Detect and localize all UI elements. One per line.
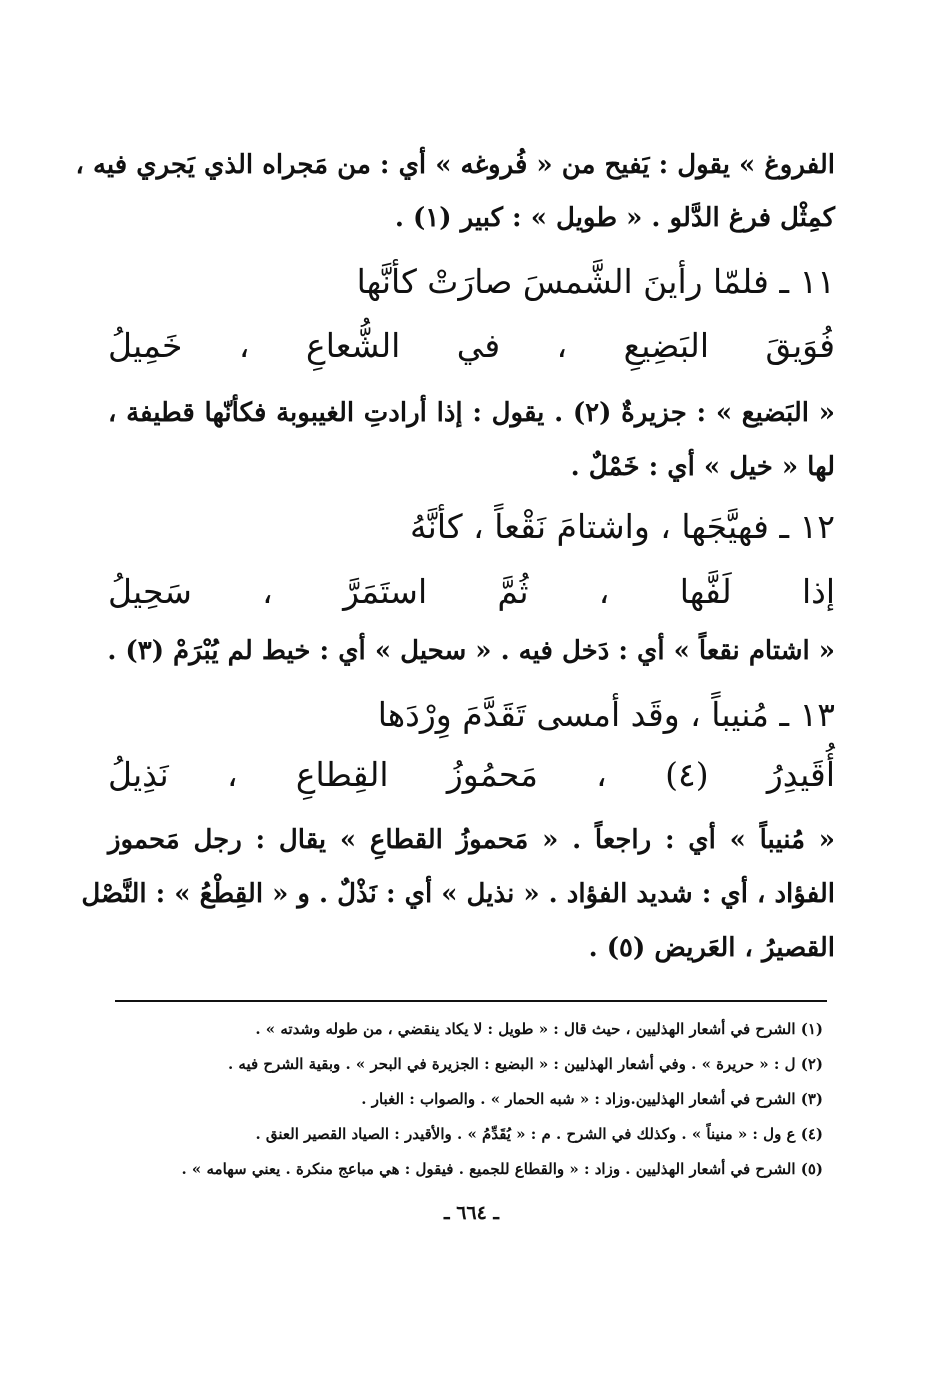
verse-12-second-hemistich: إذا لَفَّها ، ثُمَّ استَمَرَّ ، سَحِيلُ	[108, 572, 835, 611]
commentary-line-2: كمِثْل فرغ الدَّلو . « طويل » : كبير (١) .	[394, 203, 835, 233]
verse-13-second-hemistich: أُقَيدِرُ (٤) ، مَحمُوزُ القِطاعِ ، نَذِيلُ	[108, 755, 835, 794]
footnote-2: (٢) ل : « حريرة » . وفي أشعار الهذليين : « البضيع : الجزيرة في البحر » . وبقية الشرح فيه .	[227, 1055, 823, 1073]
footnote-1: (١) الشرح في أشعار الهذليين ، حيث قال : « طويل : لا يكاد ينقضي ، من طوله وشدته » .	[255, 1020, 823, 1038]
commentary-line-3: « البَضيع » : جزيرةٌ (٢) . يقول : إذا أرادتِ الغيبوبة فكأنّها قطيفة ،	[108, 398, 835, 428]
footnote-3: (٣) الشرح في أشعار الهذليين.وزاد : « شبه الحمار » . والصواب : الغبار .	[361, 1090, 823, 1108]
verse-13-first-hemistich: ١٣ ـ مُنيباً ، وقَد أمسى تَقَدَّمَ وِرْدَها	[377, 695, 835, 734]
commentary-line-5: « اشتام نقعاً » أي : دَخل فيه . « سحيل » أي : خيط لم يُبْرَمْ (٣) .	[107, 636, 835, 666]
verse-11-first-hemistich: ١١ ـ فلمّا رأينَ الشَّمسَ صارَتْ كأنَّها	[356, 262, 835, 301]
verse-12-first-hemistich: ١٢ ـ فهيَّجَها ، واشتامَ نَقْعاً ، كأنَّهُ	[409, 507, 835, 546]
commentary-line-6: « مُنيباً » أي : راجعاً . « مَحموزُ القطاعِ » يقال : رجل مَحموز	[108, 825, 835, 855]
commentary-line-7: الفؤاد ، أي : شديد الفؤاد . « نذيل » أي : نَذْلٌ . و « القِطْعُ » : النَّصْل	[81, 879, 835, 909]
verse-11-second-hemistich: فُوَيقَ البَضِيعِ ، في الشُّعاعِ ، خَمِيلُ	[108, 326, 835, 365]
commentary-line-8: القصيرُ ، العَريض (٥) .	[588, 933, 835, 963]
commentary-line-4: لها « خيل » أي : خَمْلٌ .	[570, 452, 835, 482]
footnote-4: (٤) ع ول : « منيناً » . وكذلك في الشرح . م : « يُقَدِّمُ » . والأقيدر : الصياد القصير العنق .	[255, 1125, 823, 1143]
footnote-separator	[115, 1000, 827, 1002]
footnote-5: (٥) الشرح في أشعار الهذليين . وزاد : « والقطاع للجميع . فيقول : هي مباعج منكرة . يعني سهامه » .	[181, 1160, 823, 1178]
commentary-line-1: الفروغ » يقول : يَفيح من « فُروغه » أي : من مَجراه الذي يَجري فيه ،	[75, 150, 835, 180]
page-number: ـ ٦٦٤ ـ	[444, 1202, 499, 1224]
